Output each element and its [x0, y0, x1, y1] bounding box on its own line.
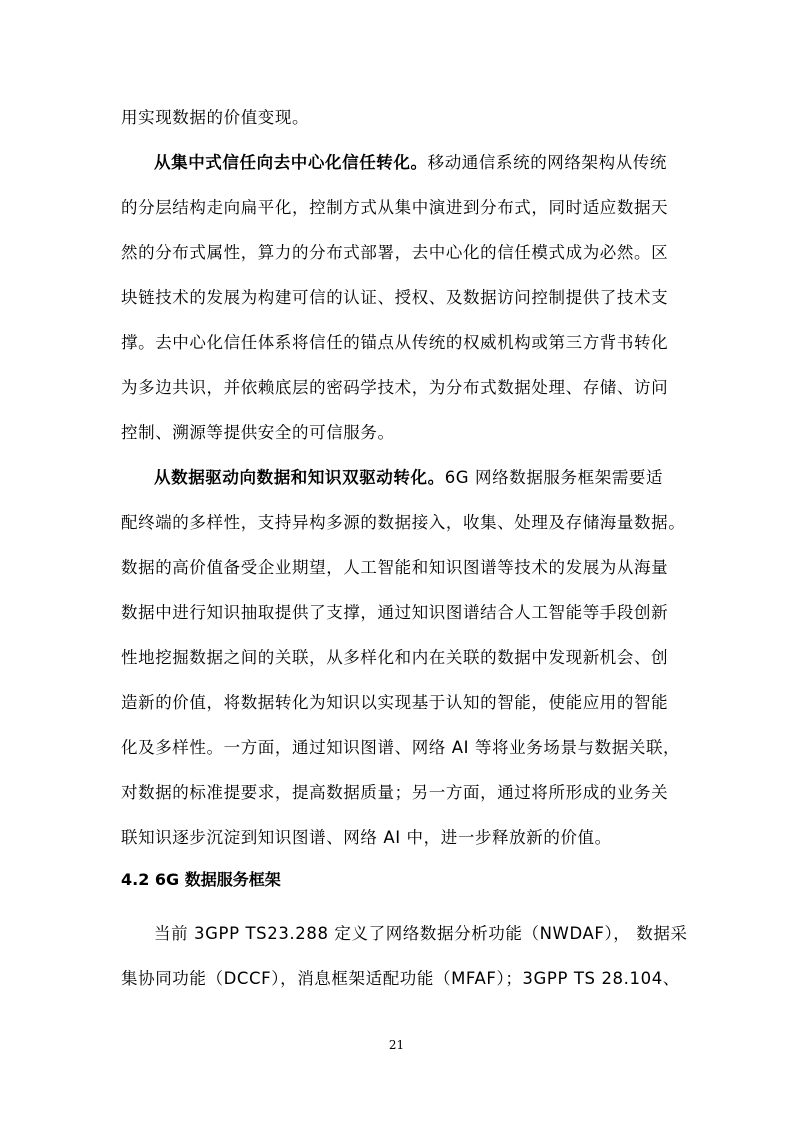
- paragraph-line: 数据的高价值备受企业期望，人工智能和知识图谱等技术的发展为从海量: [121, 558, 669, 577]
- paragraph-line: 块链技术的发展为构建可信的认证、授权、及数据访问控制提供了技术支: [121, 288, 669, 307]
- paragraph-line: 然的分布式属性，算力的分布式部署，去中心化的信任模式成为必然。区: [121, 243, 669, 262]
- paragraph-line: 对数据的标准提要求，提高数据质量；另一方面，通过将所形成的业务关: [121, 783, 669, 802]
- paragraph-line: 集协同功能（DCCF），消息框架适配功能（MFAF）；3GPP TS 28.104、: [121, 969, 680, 988]
- paragraph-line: 撑。去中心化信任体系将信任的锚点从传统的权威机构或第三方背书转化: [121, 333, 669, 352]
- paragraph-line: 当前 3GPP TS23.288 定义了网络数据分析功能（NWDAF）， 数据采: [154, 924, 688, 943]
- paragraph-line: 联知识逐步沉淀到知识图谱、网络 AI 中，进一步释放新的价值。: [121, 828, 612, 847]
- paragraph-title: 从数据驱动向数据和知识双驱动转化。: [154, 468, 445, 487]
- paragraph-line: 造新的价值，将数据转化为知识以实现基于认知的智能，使能应用的智能: [121, 693, 669, 712]
- paragraph-line: [154, 151, 667, 175]
- paragraph-line: 用实现数据的价值变现。: [121, 108, 310, 127]
- paragraph-line: 性地挖掘数据之间的关联，从多样化和内在关联的数据中发现新机会、创: [121, 648, 669, 667]
- paragraph-text: 移动通信系统的网络架构从传统: [427, 153, 668, 172]
- paragraph-line: 配终端的多样性，支持异构多源的数据接入，收集、处理及存储海量数据。: [121, 513, 686, 532]
- page-number: 21: [388, 1038, 405, 1052]
- paragraph-line: 控制、溯源等提供安全的可信服务。: [121, 423, 395, 442]
- paragraph-line: 为多边共识，并依赖底层的密码学技术，为分布式数据处理、存储、访问: [121, 378, 669, 397]
- section-heading: 4.2 6G 数据服务框架: [121, 870, 281, 889]
- paragraph-line: 数据中进行知识抽取提供了支撑，通过知识图谱结合人工智能等手段创新: [121, 603, 669, 622]
- paragraph-line: 化及多样性。一方面，通过知识图谱、网络 AI 等将业务场景与数据关联，: [121, 738, 681, 757]
- paragraph-line: 的分层结构走向扁平化，控制方式从集中演进到分布式，同时适应数据天: [121, 198, 669, 217]
- paragraph-line: [154, 466, 663, 490]
- paragraph-title: 从集中式信任向去中心化信任转化。: [154, 153, 428, 172]
- paragraph-text: 6G 网络数据服务框架需要适: [444, 468, 664, 487]
